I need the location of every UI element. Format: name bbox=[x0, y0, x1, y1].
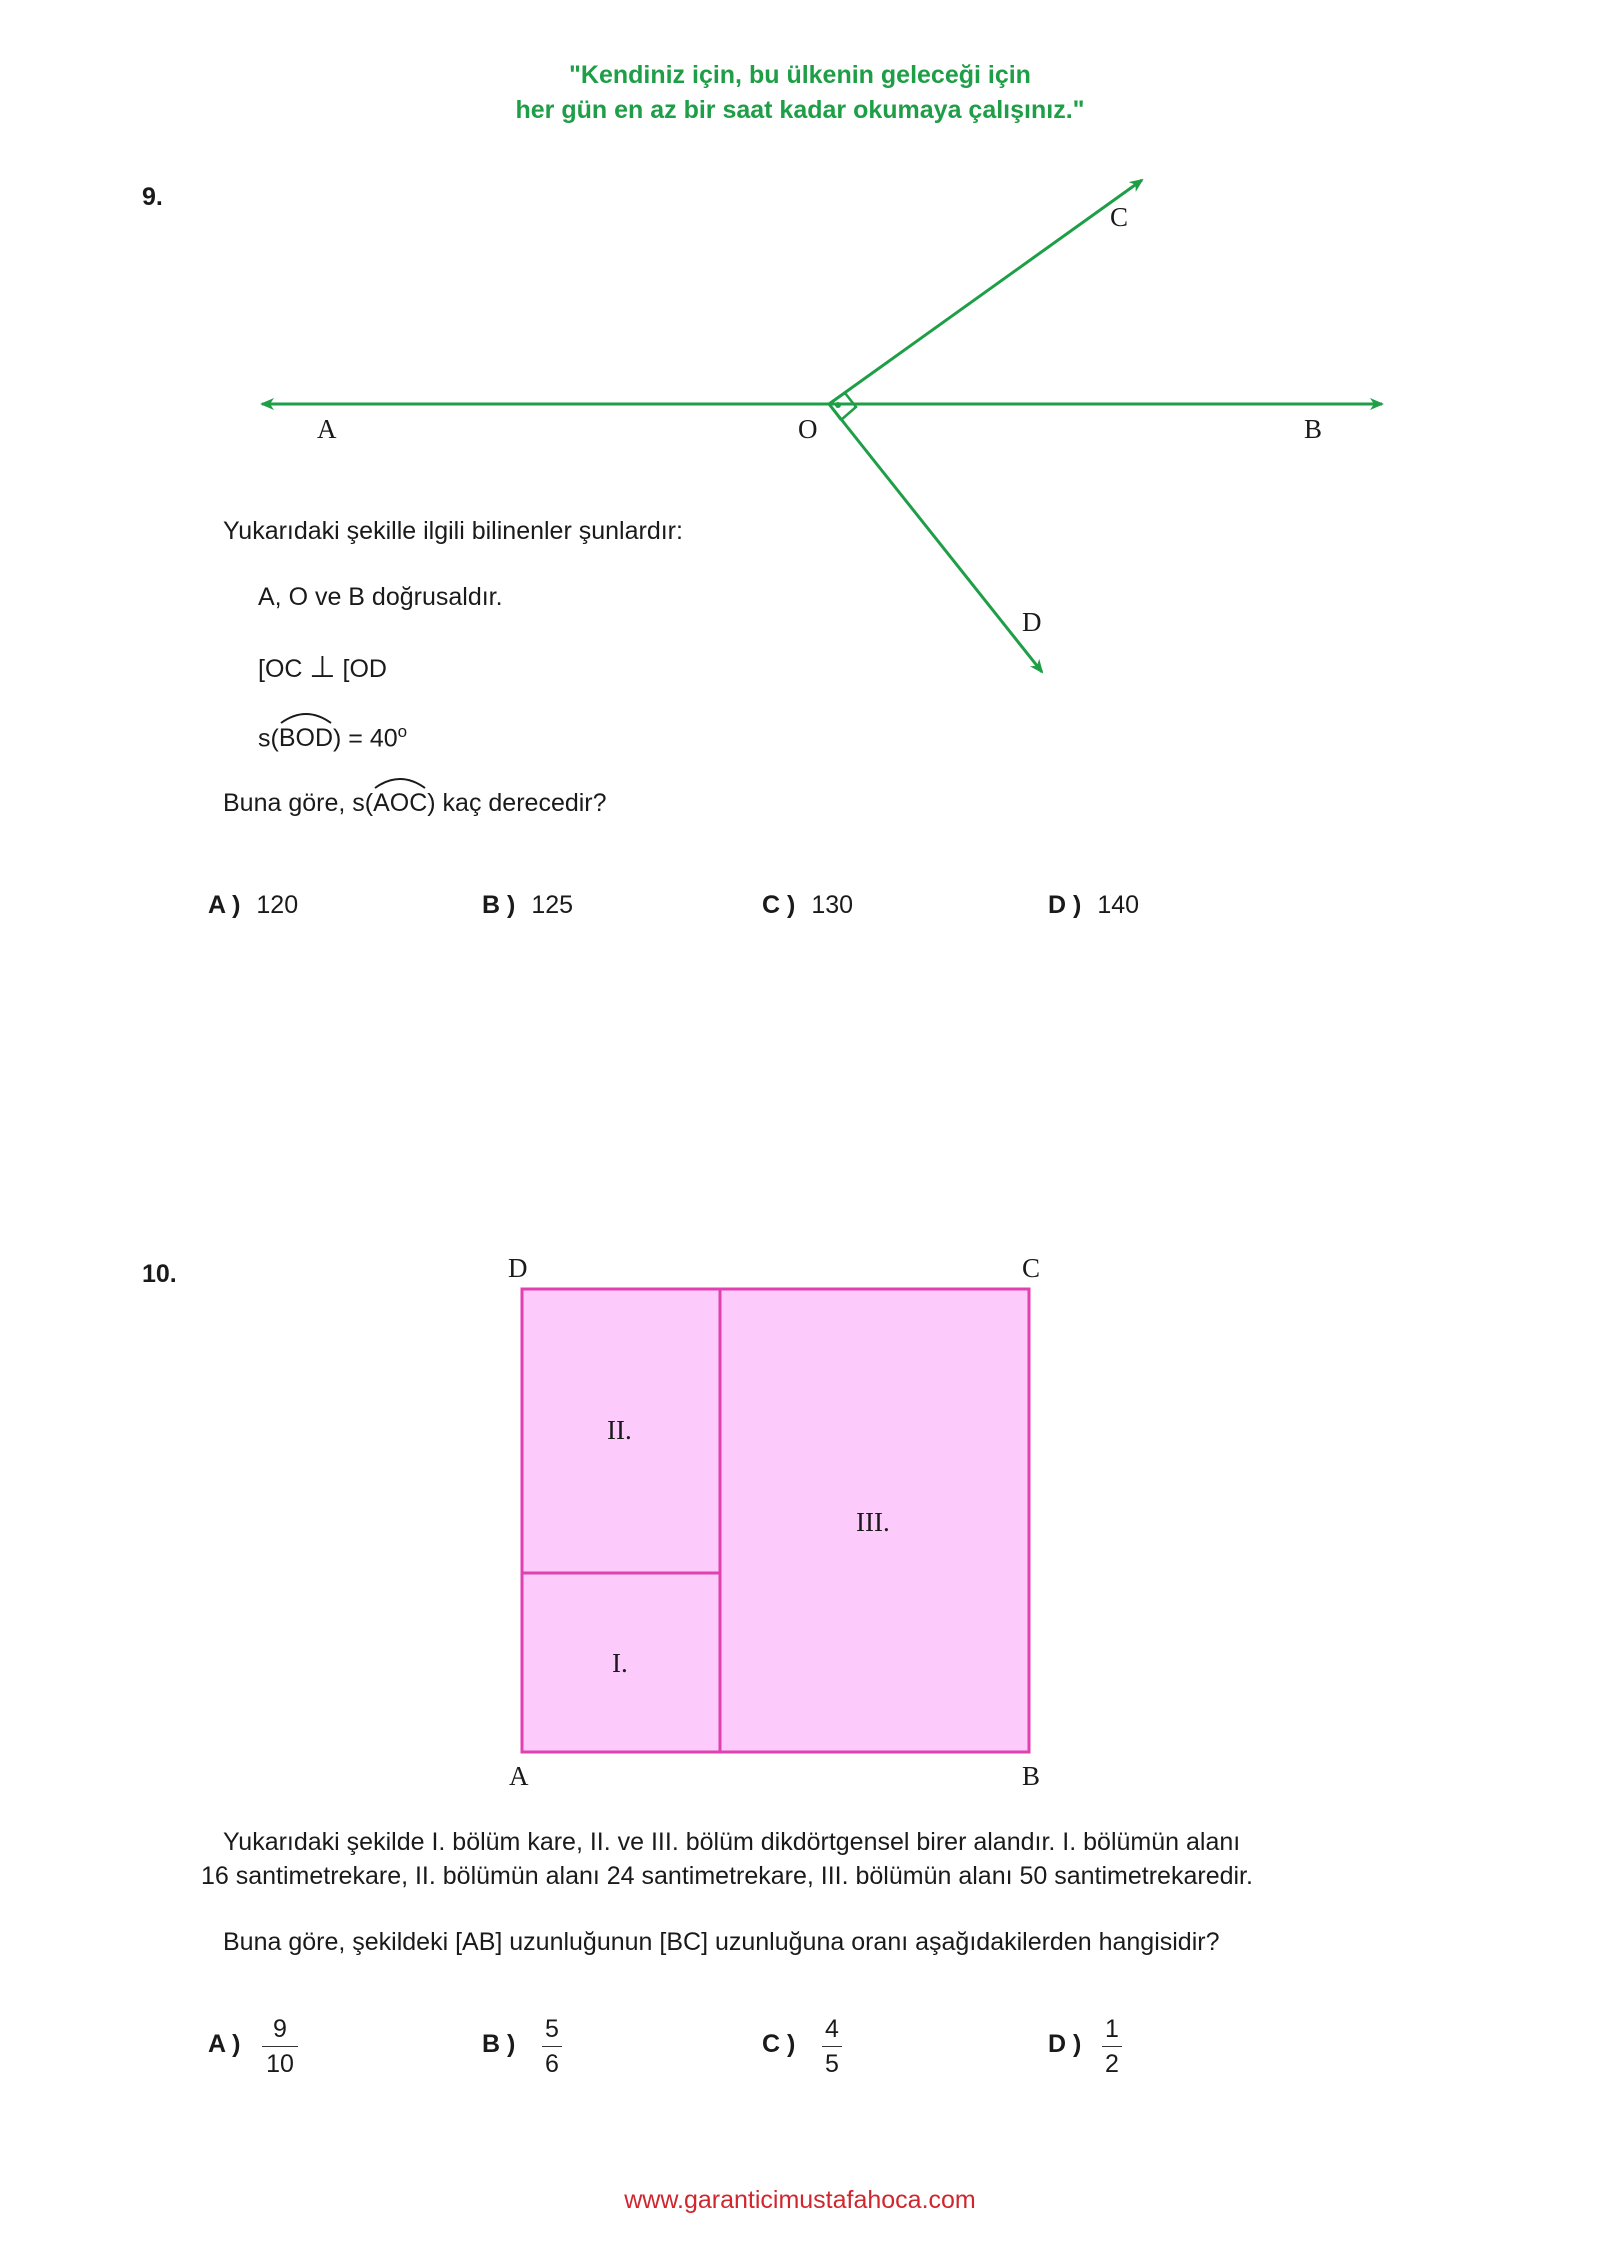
q9-question bbox=[223, 789, 607, 818]
q10-rectangle-figure bbox=[0, 1260, 1600, 1760]
angle-aoc-label: AOC bbox=[373, 789, 428, 817]
right-angle-dot bbox=[835, 402, 841, 408]
label-O: O bbox=[798, 414, 818, 444]
q10-option-d-fraction: 1 2 bbox=[1100, 2012, 1124, 2081]
ray-OC bbox=[829, 180, 1142, 404]
region-II-label: II. bbox=[607, 1415, 632, 1445]
ray-OD bbox=[829, 404, 1042, 672]
motto-line-2: her gün en az bir saat kadar okumaya çalışınız." bbox=[515, 96, 1085, 124]
corner-D: D bbox=[508, 1253, 528, 1283]
q10-option-b-fraction: 5 6 bbox=[540, 2012, 564, 2081]
motto-line-1: "Kendiniz için, bu ülkenin geleceği için bbox=[569, 61, 1031, 89]
q10-option-d[interactable]: D ) bbox=[1048, 2030, 1082, 2058]
q10-option-a[interactable]: A ) bbox=[208, 2030, 241, 2058]
corner-C: C bbox=[1022, 1253, 1041, 1283]
degree-sup: o bbox=[397, 722, 408, 741]
question-9-number: 9. bbox=[142, 183, 163, 211]
angle-bod-label: BOD bbox=[278, 724, 334, 753]
label-A: A bbox=[317, 414, 337, 444]
q10-option-a-fraction: 9 10 bbox=[260, 2012, 300, 2081]
region-III-label: III. bbox=[856, 1507, 890, 1537]
q9-fact-angle-bod bbox=[258, 722, 407, 753]
perpendicular-symbol: ⊥ bbox=[309, 651, 336, 684]
label-C: C bbox=[1110, 202, 1129, 232]
right-angle-mark bbox=[841, 393, 856, 420]
label-D: D bbox=[1022, 607, 1042, 637]
q9-option-c[interactable]: C ) 130 bbox=[762, 891, 854, 919]
fact2-left: [OC bbox=[258, 655, 303, 683]
question-pre: Buna göre, s( bbox=[223, 789, 374, 817]
q9-option-b[interactable]: B ) 125 bbox=[482, 891, 574, 919]
question-10-number: 10. bbox=[142, 1260, 177, 1288]
q9-angle-figure bbox=[0, 0, 1600, 700]
label-B: B bbox=[1304, 414, 1323, 444]
question-post: ) kaç derecedir? bbox=[427, 789, 607, 817]
corner-B: B bbox=[1022, 1761, 1041, 1791]
q10-text-line-2: 16 santimetrekare, II. bölümün alanı 24 santimetrekare, III. bölümün alanı 50 santimetrekaredir. bbox=[201, 1862, 1253, 1890]
q10-option-b[interactable]: B ) bbox=[482, 2030, 516, 2058]
q10-option-c-fraction: 4 5 bbox=[820, 2012, 844, 2081]
fact2-right: [OD bbox=[342, 655, 387, 683]
corner-A: A bbox=[509, 1761, 529, 1791]
q9-intro: Yukarıdaki şekille ilgili bilinenler şunlardır: bbox=[223, 517, 683, 545]
q9-fact-perpendicular bbox=[258, 650, 387, 685]
q9-fact-collinear: A, O ve B doğrusaldır. bbox=[258, 583, 503, 611]
q10-option-c[interactable]: C ) bbox=[762, 2030, 796, 2058]
angle-bod bbox=[279, 724, 333, 753]
q10-question: Buna göre, şekildeki [AB] uzunluğunun [BC] uzunluğuna oranı aşağıdakilerden hangisidir? bbox=[223, 1928, 1220, 1956]
footer-url[interactable]: www.garanticimustafahoca.com bbox=[624, 2186, 976, 2214]
region-I-label: I. bbox=[612, 1648, 628, 1678]
angle-aoc bbox=[373, 789, 427, 818]
fact3-post: ) = 40 bbox=[333, 724, 398, 753]
fact3-pre: s( bbox=[258, 724, 279, 753]
q10-text-line-1: Yukarıdaki şekilde I. bölüm kare, II. ve III. bölüm dikdörtgensel birer alandır. I. bölümün alanı bbox=[223, 1828, 1241, 1856]
q9-option-d[interactable]: D ) 140 bbox=[1048, 891, 1140, 919]
q9-option-a[interactable]: A ) 120 bbox=[208, 891, 299, 919]
